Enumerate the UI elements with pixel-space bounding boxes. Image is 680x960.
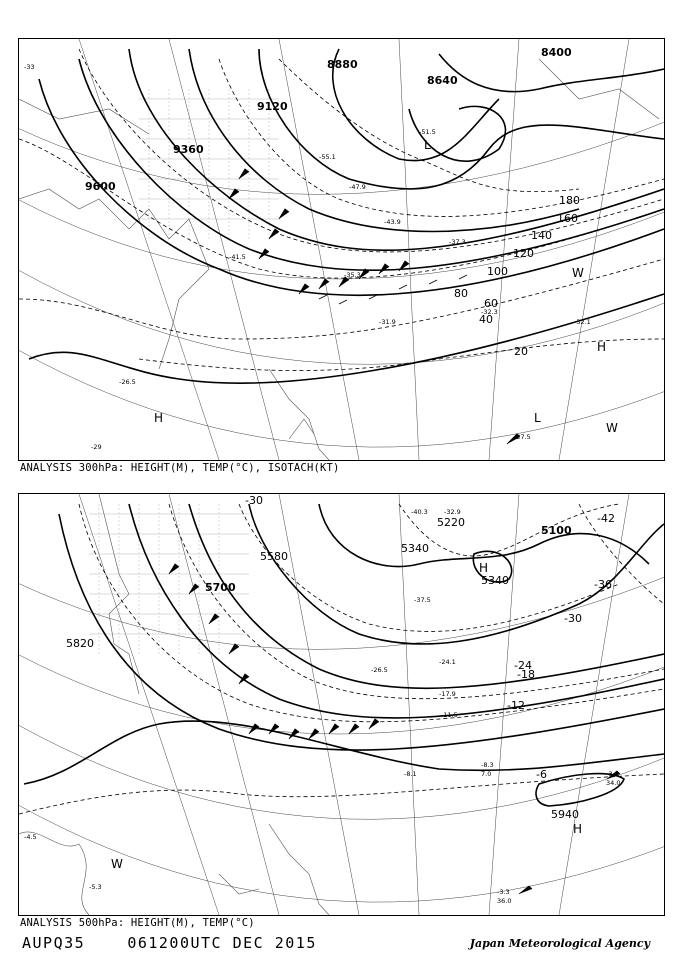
chart-identifier (22, 934, 317, 952)
isotach-labels (454, 194, 580, 358)
high-center: H (597, 340, 607, 354)
height-contours (24, 504, 664, 806)
caption-300hpa: ANALYSIS 300hPa: HEIGHT(M), TEMP(°C), ISOTACH(KT) (20, 462, 340, 474)
isotach-label: 160 (557, 212, 578, 225)
map-500hpa (18, 493, 665, 916)
station-value: -37.5 (414, 596, 431, 604)
height-label: 5340 (401, 542, 429, 555)
height-label: 5820 (66, 637, 94, 650)
station-value: 7.0 (481, 770, 492, 778)
low-center: L (424, 138, 431, 152)
station-value: -26.5 (371, 666, 388, 674)
height-label: 8400 (541, 46, 572, 59)
height-labels (66, 516, 579, 821)
isotach-label: 140 (531, 229, 552, 242)
isotach-label: 60 (484, 297, 498, 310)
height-labels (85, 46, 572, 193)
station-value: 36.0 (497, 897, 512, 905)
caption-500hpa: ANALYSIS 500hPa: HEIGHT(M), TEMP(°C) (20, 917, 255, 929)
station-value: 34.0 (606, 779, 621, 787)
agency-name: Japan Meteorological Agency (469, 937, 650, 950)
station-value: -33 (24, 63, 35, 71)
warm-center: W (606, 421, 618, 435)
station-value: -26.5 (119, 378, 136, 386)
station-value: -32.9 (444, 508, 461, 516)
station-value: -47.9 (349, 183, 366, 191)
height-label: 8640 (427, 74, 458, 87)
station-value: -43.9 (384, 218, 401, 226)
isotach-label: 40 (479, 313, 493, 326)
isotherm-label: -36 (594, 578, 612, 591)
isotach-label: 20 (514, 345, 528, 358)
station-value: -24.1 (439, 658, 456, 666)
station-value: -3.9 (606, 770, 619, 778)
isotherm-label: -42 (597, 512, 615, 525)
height-label: 5700 (205, 581, 236, 594)
station-value: -8.1 (404, 770, 417, 778)
station-value: -31.9 (379, 318, 396, 326)
isotherm-label: -6 (536, 768, 547, 781)
height-label: 5340 (481, 574, 509, 587)
isotherm-contours (19, 504, 664, 814)
warm-center: W (572, 266, 584, 280)
map-300hpa-canvas (19, 39, 664, 460)
chart-code: AUPQ35 (22, 934, 86, 952)
height-label: 9600 (85, 180, 116, 193)
station-values (24, 63, 591, 451)
station-value: -11.5 (441, 711, 458, 719)
coastlines (19, 59, 659, 460)
station-value: -27.5 (514, 433, 531, 441)
map-500hpa-canvas (19, 494, 664, 915)
isotach-label: 80 (454, 287, 468, 300)
wind-barbs (229, 169, 520, 444)
station-value: -29 (91, 443, 102, 451)
warm-center: W (111, 857, 123, 871)
height-label: 9120 (257, 100, 288, 113)
station-values (24, 508, 620, 905)
map-300hpa (18, 38, 665, 461)
isotach-label: 100 (487, 265, 508, 278)
valid-time: 061200UTC DEC 2015 (127, 934, 317, 952)
station-value: -35.3 (344, 271, 361, 279)
high-center: H (154, 411, 164, 425)
isotach-contours (19, 49, 664, 371)
height-label: 5580 (260, 550, 288, 563)
graticule (19, 494, 664, 915)
isotherm-label: -30 (564, 612, 582, 625)
height-label: 5940 (551, 808, 579, 821)
high-center: H (479, 561, 489, 575)
height-label: 5100 (541, 524, 572, 537)
station-value: -51.5 (419, 128, 436, 136)
isotherm-label: -30 (245, 494, 263, 507)
isotach-label: 180 (559, 194, 580, 207)
station-value: -32.1 (574, 318, 591, 326)
station-value: -17.9 (439, 690, 456, 698)
station-value: -41.5 (229, 253, 246, 261)
height-label: 8880 (327, 58, 358, 71)
terrain-grid (89, 504, 249, 654)
high-center: H (573, 822, 583, 836)
station-value: -5.3 (89, 883, 102, 891)
isotach-label: 120 (513, 247, 534, 260)
isotherm-label: -12 (507, 699, 525, 712)
station-value: -32.3 (481, 308, 498, 316)
station-value: -8.3 (481, 761, 494, 769)
height-label: 5220 (437, 516, 465, 529)
station-value: -37.3 (449, 238, 466, 246)
station-value: -4.5 (24, 833, 37, 841)
station-value: -3.3 (497, 888, 510, 896)
station-value: -55.1 (319, 153, 336, 161)
pressure-centers (154, 138, 618, 435)
station-value: -40.3 (411, 508, 428, 516)
height-label: 9360 (173, 143, 204, 156)
isotherm-label: -24 (514, 659, 532, 672)
low-center: L (534, 411, 541, 425)
isotherm-label: -18 (517, 668, 535, 681)
